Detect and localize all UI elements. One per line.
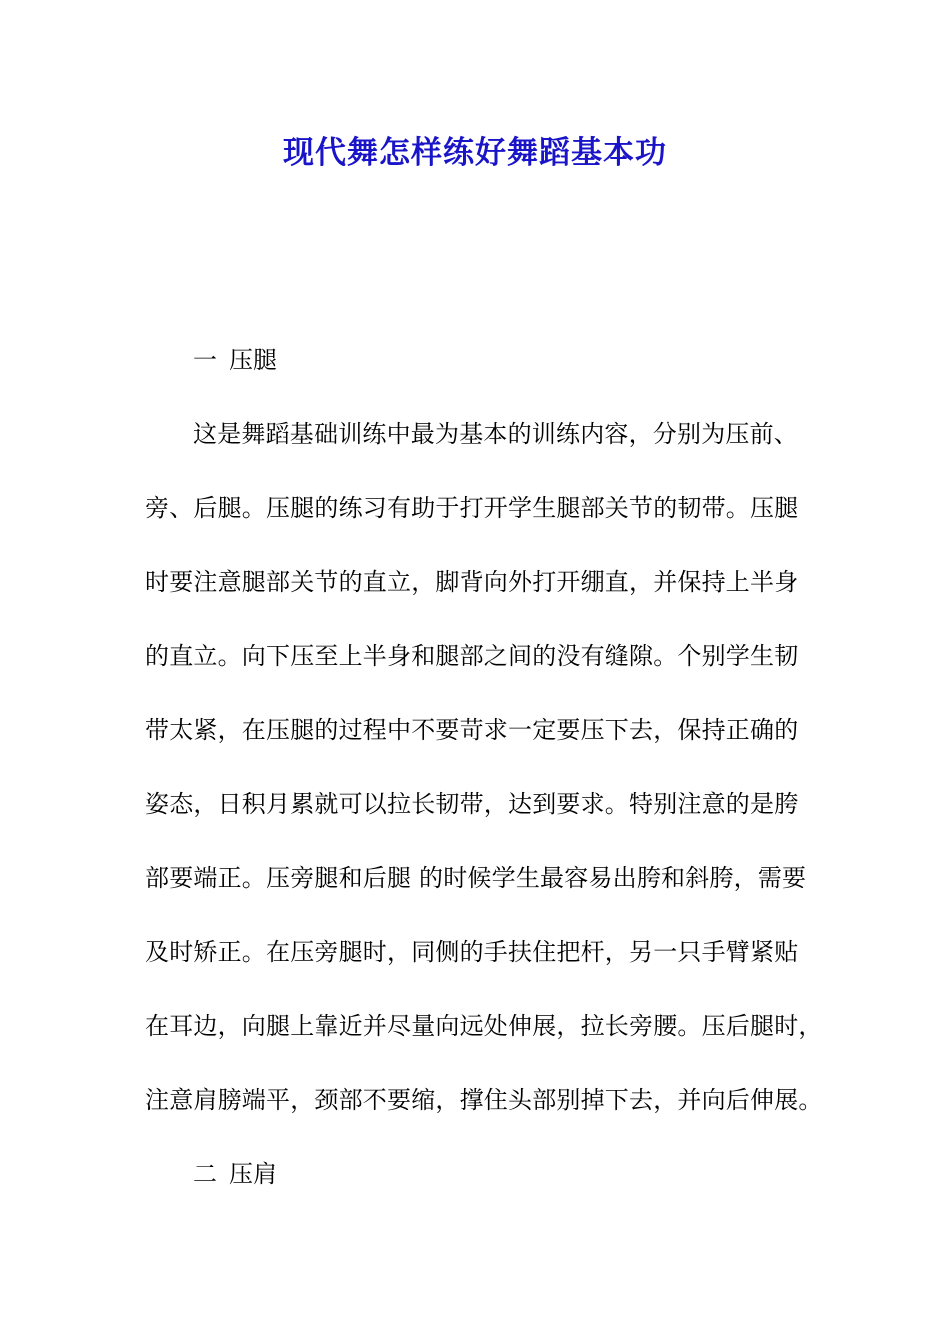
paragraph-leg-press	[145, 410, 823, 1150]
document-body	[145, 336, 823, 1198]
paragraph-line: 在耳边，向腿上靠近并尽量向远处伸展，拉长旁腰。压后腿时，	[145, 1012, 823, 1040]
section-title: 压肩	[229, 1160, 277, 1188]
paragraph-line: 旁、后腿。压腿的练习有助于打开学生腿部关节的韧带。压腿	[145, 494, 799, 522]
paragraph-line: 姿态，日积月累就可以拉长韧带，达到要求。特别注意的是胯	[145, 790, 799, 818]
paragraph-line: 这是舞蹈基础训练中最为基本的训练内容，分别为压前、	[193, 420, 798, 448]
paragraph-line: 带太紧，在压腿的过程中不要苛求一定要压下去，保持正确的	[145, 716, 799, 744]
section-heading-leg-press	[145, 336, 817, 384]
paragraph-line: 注意肩膀端平，颈部不要缩，撑住头部别掉下去，并向后伸展。	[145, 1086, 823, 1114]
section-title: 压腿	[229, 346, 277, 374]
section-number: 一	[193, 346, 217, 374]
section-heading-shoulder-press	[145, 1150, 817, 1198]
paragraph-line: 的直立。向下压至上半身和腿部之间的没有缝隙。个别学生韧	[145, 642, 799, 670]
paragraph-line: 及时矫正。在压旁腿时，同侧的手扶住把杆，另一只手臂紧贴	[145, 938, 799, 966]
paragraph-line: 部要端正。压旁腿和后腿 的时候学生最容易出胯和斜胯，需要	[145, 864, 807, 892]
section-number: 二	[193, 1160, 217, 1188]
document-title: 现代舞怎样练好舞蹈基本功	[283, 135, 667, 171]
paragraph-line: 时要注意腿部关节的直立，脚背向外打开绷直，并保持上半身	[145, 568, 799, 596]
